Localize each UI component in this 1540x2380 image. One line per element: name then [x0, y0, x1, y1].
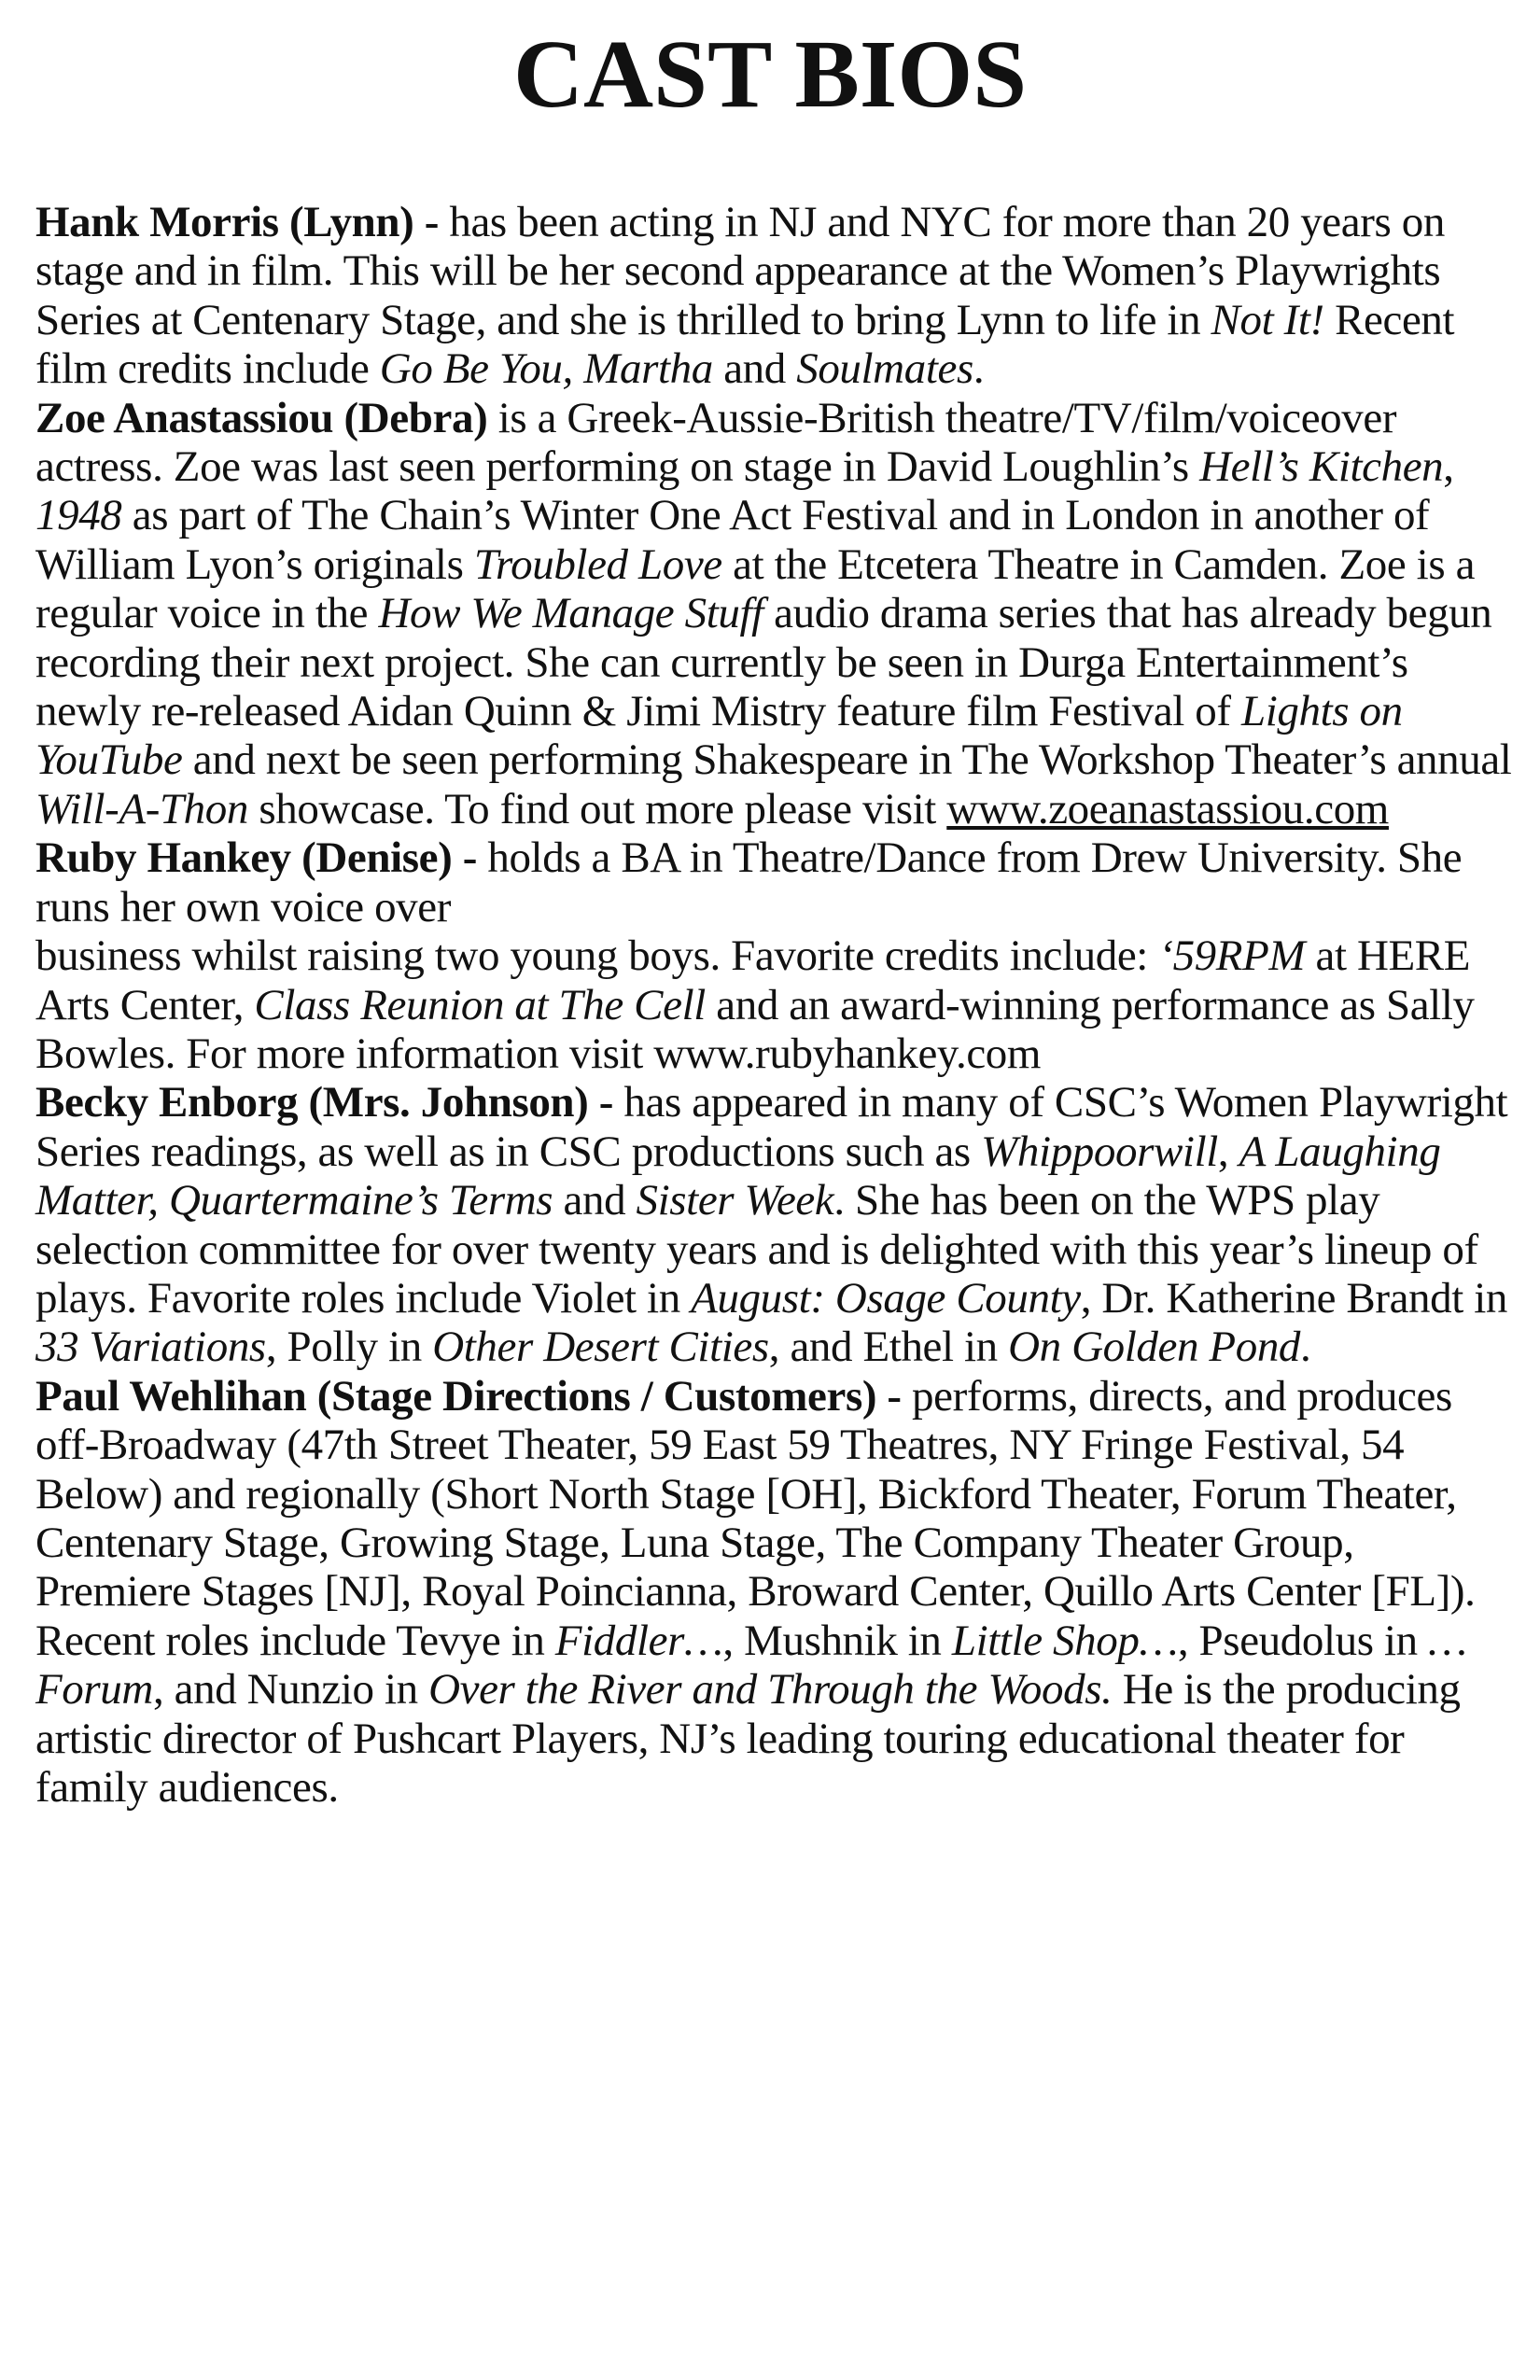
italic-title: 1948 [35, 491, 122, 540]
bio-text: at HERE Arts Center, [35, 931, 1471, 1029]
bio-paul-wehlihan [35, 1372, 1519, 1813]
bio-name: Becky Enborg (Mrs. Johnson) - [35, 1078, 614, 1127]
bio-text: , [1217, 1127, 1239, 1176]
bio-text: audio drama series that has already begun recording their next project. She can currently be seen in Durga Entertainment’s newly re-released Aidan Quinn & Jimi Mistry feature film Festival of [35, 589, 1492, 736]
bio-text: holds a BA in Theatre/Dance from Drew University. She runs her own voice over [35, 833, 1463, 931]
italic-title: How We Manage Stuff [378, 589, 763, 638]
bio-text: and [712, 344, 797, 394]
bio-text: performs, directs, and produces off-Broadway (47th Street Theater, 59 East 59 Theatres, NY Fringe Festival, 54 Below) and regionally (Short North Stage [OH], Bickford Theater, Forum Theater, Centenary Stage, Growing Stage, Luna Stage, The Company Theater Group, Premiere Stages [NJ], Royal Poincianna, Broward Center, Quillo Arts Center [FL]). Recent roles include Tevye in [35, 1371, 1476, 1665]
italic-title: Hell’s Kitchen [1199, 442, 1444, 492]
bio-name: Zoe Anastassiou (Debra) [35, 393, 488, 442]
italic-title: Will-A-Thon [35, 784, 248, 833]
italic-title: Troubled Love [473, 539, 722, 589]
italic-title: Not It! [1211, 295, 1324, 344]
bio-hank-morris [35, 198, 1519, 394]
italic-title: Other Desert Cities [432, 1323, 769, 1372]
bio-text: , [1443, 442, 1454, 492]
italic-title: A Laughing Matter, Quartermaine’s Terms [35, 1127, 1441, 1225]
bio-name: Hank Morris (Lynn) - [35, 198, 440, 246]
bio-text: , Mushnik in [722, 1616, 952, 1665]
italic-title: Fiddler… [554, 1616, 723, 1665]
bio-text: , Polly in [265, 1323, 433, 1372]
italic-title: 33 Variations [35, 1323, 266, 1372]
bio-text: , Pseudolus in [1177, 1616, 1429, 1665]
bio-text: . [973, 344, 985, 394]
bio-text: has appeared in many of CSC’s Women Playwright Series readings, as well as in CSC productions such as [35, 1078, 1508, 1176]
bio-text: , Dr. Katherine Brandt in [1080, 1273, 1508, 1323]
website-link[interactable]: www.zoeanastassiou.com [946, 784, 1389, 833]
bio-text: He is the producing artistic director of Pushcart Players, NJ’s leading touring educational theater for family audiences. [35, 1665, 1461, 1812]
italic-title: …Forum [35, 1616, 1467, 1715]
italic-title: Sister Week [636, 1176, 834, 1225]
bio-text: has been acting in NJ and NYC for more than 20 years on stage and in film. This will be her second appearance at the Women’s Playwrights Series at Centenary Stage, and she is thrilled to bring Lynn to life in [35, 198, 1445, 344]
bio-text: Recent film credits include [35, 295, 1455, 394]
bio-text: showcase. To find out more please visit [247, 784, 947, 833]
page-title: CAST BIOS [512, 21, 1028, 128]
bio-text: business whilst raising two young boys. Favorite credits include: [35, 931, 1159, 981]
bio-becky-enborg [35, 1078, 1519, 1371]
bio-ruby-hankey [35, 833, 1519, 1078]
bio-text: , and Nunzio in [152, 1665, 429, 1715]
bio-text: . She has been on the WPS play selection committee for over twenty years and is delighted with this year’s lineup of plays. Favorite roles include Violet in [35, 1176, 1478, 1323]
bio-text: and [553, 1176, 637, 1225]
italic-title: ‘59RPM [1158, 931, 1306, 981]
italic-title: Over the River and Through the Woods. [428, 1665, 1113, 1715]
bio-zoe-anastassiou [35, 394, 1519, 834]
bio-text: and an award-winning performance as Sally Bowles. For more information visit www.rubyhankey.com [35, 980, 1475, 1078]
bio-text: as part of The Chain’s Winter One Act Festival and in London in another of William Lyon’s originals [35, 491, 1430, 589]
bio-text: and next be seen performing Shakespeare in The Workshop Theater’s annual [182, 735, 1512, 785]
italic-title: On Golden Pond [1008, 1323, 1301, 1372]
italic-title: Little Shop… [951, 1616, 1178, 1665]
bio-text: at the Etcetera Theatre in Camden. Zoe is a regular voice in the [35, 539, 1476, 638]
italic-title: Go Be You, Martha [379, 344, 713, 394]
cast-bios [35, 198, 1519, 1812]
italic-title: Soulmates [796, 344, 973, 394]
italic-title: August: Osage County [691, 1273, 1081, 1323]
bio-text: is a Greek-Aussie-British theatre/TV/film/voiceover actress. Zoe was last seen performing on stage in David Loughlin’s [35, 393, 1397, 492]
bio-name: Paul Wehlihan (Stage Directions / Customers) - [35, 1371, 902, 1421]
italic-title: Class Reunion at The Cell [254, 980, 706, 1029]
bio-text: , and Ethel in [768, 1323, 1009, 1372]
bio-text: . [1300, 1323, 1311, 1372]
bio-name: Ruby Hankey (Denise) - [35, 833, 477, 883]
italic-title: Whippoorwill [981, 1127, 1218, 1176]
italic-title: Lights on YouTube [35, 687, 1403, 785]
